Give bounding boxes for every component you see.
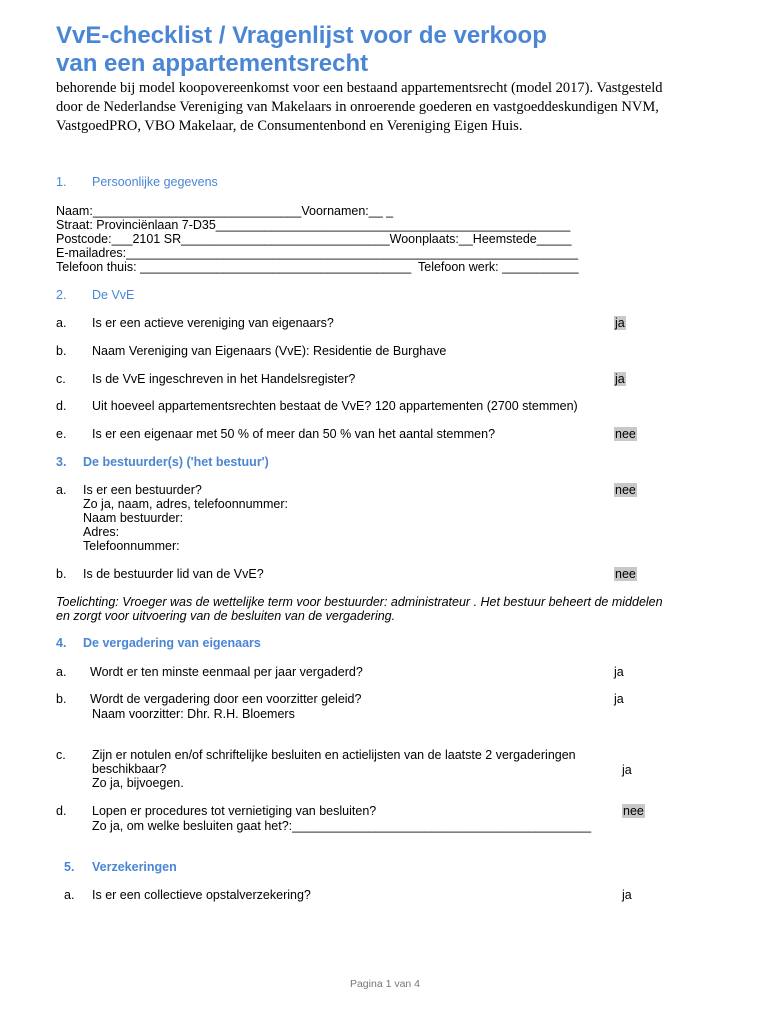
item-2b-question: Naam Vereniging van Eigenaars (VvE): Residentie de Burghave (92, 344, 447, 358)
item-2c-label: c. (56, 372, 66, 386)
item-4c-answer: ja (622, 763, 632, 777)
field-telefoon-werk: Telefoon werk: ___________ (418, 260, 579, 274)
field-email: E-mailadres:_________________________________________________________________ (56, 246, 579, 260)
title-line-1: VvE-checklist / Vragenlijst voor de verkoop (56, 22, 547, 49)
item-2b-label: b. (56, 344, 67, 358)
item-3a-adres: Adres: (83, 525, 120, 539)
item-4a-question: Wordt er ten minste eenmaal per jaar vergaderd? (90, 665, 363, 679)
item-4c-label: c. (56, 748, 66, 762)
item-2a-question: Is er een actieve vereniging van eigenaars? (92, 316, 334, 330)
page-number: Pagina 1 van 4 (349, 978, 421, 990)
section-5-number: 5. (64, 860, 75, 874)
item-3a-naam: Naam bestuurder: (83, 511, 184, 525)
section-3-number: 3. (56, 455, 67, 469)
section-1-number: 1. (56, 175, 67, 189)
item-5a-question: Is er een collectieve opstalverzekering? (92, 888, 311, 902)
item-3a-subline: Zo ja, naam, adres, telefoonnummer: (83, 497, 288, 511)
item-2e-label: e. (56, 427, 67, 441)
item-3a-telefoon: Telefoonnummer: (83, 539, 180, 553)
field-telefoon-thuis: Telefoon thuis: _______________________________________ (56, 260, 412, 274)
toelichting-line-2: en zorgt voor uitvoering van de besluiten van de vergadering. (56, 609, 396, 623)
item-3b-question: Is de bestuurder lid van de VvE? (83, 567, 264, 581)
item-2a-label: a. (56, 316, 67, 330)
section-3-title: De bestuurder(s) ('het bestuur') (83, 455, 269, 469)
item-4d-label: d. (56, 804, 67, 818)
item-2e-question: Is er een eigenaar met 50 % of meer dan 50 % van het aantal stemmen? (92, 427, 496, 441)
item-3a-label: a. (56, 483, 67, 497)
title-line-2: van een appartementsrecht (56, 50, 369, 77)
item-2c-question: Is de VvE ingeschreven in het Handelsregister? (92, 372, 356, 386)
section-1-title: Persoonlijke gegevens (92, 175, 218, 189)
intro-line-2: door de Nederlandse Vereniging van Makelaars in onroerende goederen en vastgoeddeskundigen NVM, (56, 99, 659, 115)
toelichting-line-1: Toelichting: Vroeger was de wettelijke term voor bestuurder: administrateur . Het bestuur beheert de middelen (56, 595, 663, 609)
item-4c-question: Zijn er notulen en/of schriftelijke besluiten en actielijsten van de laatste 2 vergaderingen (92, 748, 576, 762)
item-2c-answer: ja (615, 372, 625, 386)
item-4d-subline: Zo ja, om welke besluiten gaat het?:___________________________________________ (92, 819, 592, 833)
item-4a-label: a. (56, 665, 67, 679)
item-4b-answer: ja (614, 692, 624, 706)
section-4-number: 4. (56, 636, 67, 650)
section-5-title: Verzekeringen (92, 860, 177, 874)
section-4-title: De vergadering van eigenaars (83, 636, 261, 650)
item-3a-answer: nee (615, 483, 636, 497)
item-3b-label: b. (56, 567, 67, 581)
item-5a-answer: ja (622, 888, 632, 902)
item-2d-question: Uit hoeveel appartementsrechten bestaat de VvE? 120 appartementen (2700 stemmen) (92, 399, 578, 413)
field-straat: Straat: Provinciënlaan 7-D35___________________________________________________ (56, 218, 571, 232)
item-2e-answer: nee (615, 427, 636, 441)
item-4d-answer: nee (623, 804, 644, 818)
item-4b-question: Wordt de vergadering door een voorzitter geleid? (90, 692, 362, 706)
field-naam: Naam:______________________________Voornamen:__ _ (56, 204, 394, 218)
intro-line-1: behorende bij model koopovereenkomst voor een bestaand appartementsrecht (model 2017). Vastgesteld (56, 80, 663, 96)
item-4a-answer: ja (614, 665, 624, 679)
section-2-number: 2. (56, 288, 67, 302)
section-2-title: De VvE (92, 288, 135, 302)
item-2a-answer: ja (615, 316, 625, 330)
item-4c-instruction: Zo ja, bijvoegen. (92, 776, 184, 790)
item-3a-question: Is er een bestuurder? (83, 483, 202, 497)
item-2d-label: d. (56, 399, 67, 413)
item-4b-voorzitter: Naam voorzitter: Dhr. R.H. Bloemers (92, 707, 295, 721)
item-3b-answer: nee (615, 567, 636, 581)
item-4d-question: Lopen er procedures tot vernietiging van besluiten? (92, 804, 377, 818)
item-4b-label: b. (56, 692, 67, 706)
field-postcode: Postcode:___2101 SR______________________________Woonplaats:__Heemstede_____ (56, 232, 572, 246)
item-5a-label: a. (64, 888, 75, 902)
intro-line-3: VastgoedPRO, VBO Makelaar, de Consumentenbond en Vereniging Eigen Huis. (56, 118, 523, 134)
item-4c-question-cont: beschikbaar? (92, 762, 167, 776)
